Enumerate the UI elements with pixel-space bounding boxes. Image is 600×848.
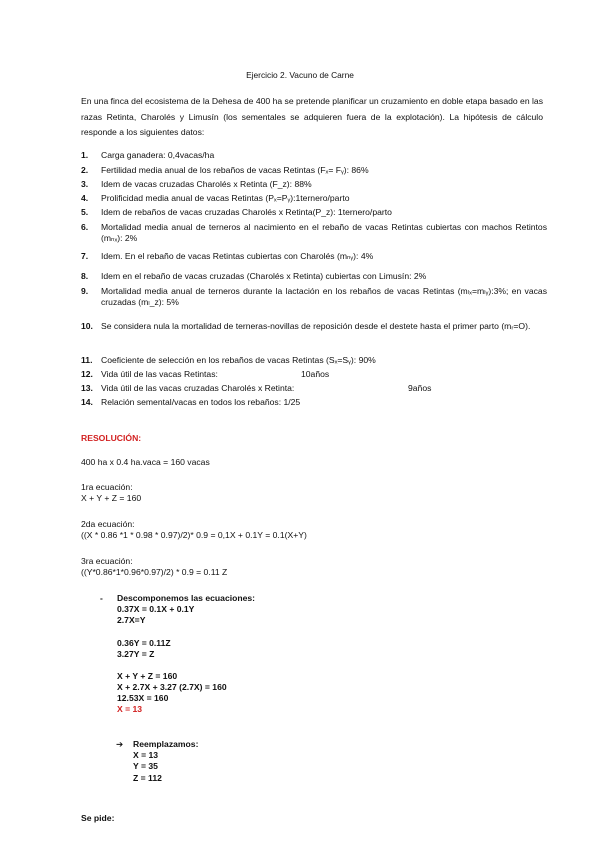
list-item bbox=[81, 207, 547, 222]
step-line: 12.53X = 160 bbox=[117, 693, 169, 704]
item-number: 9. bbox=[81, 286, 89, 296]
item-text: Idem en el rebaño de vacas cruzadas (Charolés x Retinta) cubiertas con Limusín: 2% bbox=[101, 271, 427, 281]
list-item bbox=[81, 165, 547, 179]
step-line: 0.36Y = 0.11Z bbox=[117, 637, 171, 648]
decomposition-label: Descomponemos las ecuaciones: bbox=[117, 593, 256, 603]
item-number: 2. bbox=[81, 165, 89, 175]
item-number: 1. bbox=[81, 150, 89, 160]
item-value: 10años bbox=[301, 369, 330, 379]
arrow-icon: ➔ bbox=[116, 739, 124, 749]
equation-2 bbox=[81, 519, 307, 541]
equation-text: ((X * 0.86 *1 * 0.98 * 0.97)/2)* 0.9 = 0,1X + 0.1Y = 0.1(X+Y) bbox=[81, 530, 307, 541]
item-number: 13. bbox=[81, 383, 93, 393]
equation-1 bbox=[81, 482, 141, 504]
list-item bbox=[81, 383, 547, 397]
intro-paragraph: En una finca del ecosistema de la Dehesa de 400 ha se pretende planificar un cruzamiento en doble etapa basado en las razas Retinta, Charolés y Limusín (los sementales se adquieren fuera de la explotación). La hipótesis de cálculo responde a los siguientes datos: bbox=[81, 96, 543, 137]
steps-group-b bbox=[117, 638, 255, 660]
list-item bbox=[81, 286, 547, 321]
list-item bbox=[81, 251, 547, 271]
final-value: Z = 112 bbox=[133, 772, 162, 783]
item-text: Coeficiente de selección en los rebaños de vacas Retintas (Sₓ=Sᵧ): 90% bbox=[101, 355, 376, 365]
item-text: Idem. En el rebaño de vacas Retintas cubiertas con Charolés (mₙᵧ): 4% bbox=[101, 251, 374, 261]
equation-label: 2da ecuación: bbox=[81, 519, 135, 529]
final-value: Y = 35 bbox=[133, 761, 158, 772]
item-text: Se considera nula la mortalidad de terneras-novillas de reposición desde el destete hasta el primer parto (mᵣ=O). bbox=[101, 321, 531, 331]
final-value: X = 13 bbox=[133, 750, 159, 761]
item-label: Vida útil de las vacas cruzadas Charolés x Retinta: bbox=[101, 383, 295, 393]
item-text: Fertilidad media anual de los rebaños de vacas Retintas (Fₓ= Fᵧ): 86% bbox=[101, 165, 369, 175]
item-text bbox=[101, 369, 547, 380]
item-text: Mortalidad media anual de terneros durante la lactación en los rebaños de vacas Retintas (mₗₓ=mₗᵧ):3%; en vacas cruzadas (mₗ_z): 5% bbox=[101, 286, 547, 308]
replacement-header bbox=[116, 739, 198, 750]
item-number: 12. bbox=[81, 369, 93, 379]
item-text: Carga ganadera: 0,4vacas/ha bbox=[101, 150, 215, 160]
item-text: Relación semental/vacas en todos los rebaños: 1/25 bbox=[101, 397, 301, 407]
list-item bbox=[81, 355, 547, 369]
item-number: 10. bbox=[81, 321, 93, 331]
step-line: 2.7X=Y bbox=[117, 615, 146, 626]
item-number: 14. bbox=[81, 397, 93, 407]
bullet: - bbox=[100, 593, 103, 603]
list-item bbox=[81, 397, 547, 411]
area-line: 400 ha x 0.4 ha.vaca = 160 vacas bbox=[81, 457, 210, 467]
step-line: 0.37X = 0.1X + 0.1Y bbox=[117, 604, 195, 615]
item-text: Idem de rebaños de vacas cruzadas Charolés x Retinta(P_z): 1ternero/parto bbox=[101, 207, 392, 217]
equation-label: 1ra ecuación: bbox=[81, 482, 133, 492]
item-number: 7. bbox=[81, 251, 89, 261]
list-item bbox=[81, 193, 547, 207]
item-number: 3. bbox=[81, 179, 89, 189]
item-text: Idem de vacas cruzadas Charolés x Retinta (F_z): 88% bbox=[101, 179, 312, 189]
item-value: 9años bbox=[408, 383, 432, 393]
equation-label: 3ra ecuación: bbox=[81, 556, 133, 566]
equation-text: ((Y*0.86*1*0.96*0.97)/2) * 0.9 = 0.11 Z bbox=[81, 567, 228, 578]
decomposition-section bbox=[100, 593, 255, 716]
step-line: 3.27Y = Z bbox=[117, 648, 155, 659]
replacement-section bbox=[116, 739, 198, 784]
item-text: Mortalidad media anual de terneros al nacimiento en el rebaño de vacas Retintas cubiertas con machos Retintos (mₙₓ): 2% bbox=[101, 222, 547, 244]
steps-group-c bbox=[117, 671, 255, 716]
final-values bbox=[133, 750, 198, 784]
steps-group-a bbox=[117, 604, 255, 626]
item-number: 5. bbox=[81, 207, 89, 217]
list-item bbox=[81, 271, 547, 286]
result-x: X = 13 bbox=[117, 704, 143, 715]
decomposition-header bbox=[100, 593, 255, 604]
list-item bbox=[81, 179, 547, 193]
replacement-label: Reemplazamos: bbox=[133, 739, 199, 749]
step-line: X + 2.7X + 3.27 (2.7X) = 160 bbox=[117, 682, 227, 693]
step-line: X + Y + Z = 160 bbox=[117, 670, 178, 681]
item-text: Prolificidad media anual de vacas Retintas (Pₓ=Pᵧ):1ternero/parto bbox=[101, 193, 350, 203]
list-item bbox=[81, 369, 547, 383]
equation-text: X + Y + Z = 160 bbox=[81, 493, 142, 504]
equation-3 bbox=[81, 556, 227, 578]
item-number: 11. bbox=[81, 355, 93, 365]
list-item bbox=[81, 150, 547, 165]
item-number: 4. bbox=[81, 193, 89, 203]
item-label: Vida útil de las vacas Retintas: bbox=[101, 369, 218, 379]
resolution-heading: RESOLUCIÓN: bbox=[81, 433, 142, 443]
item-number: 6. bbox=[81, 222, 89, 232]
list-item bbox=[81, 222, 547, 251]
data-list bbox=[81, 150, 547, 411]
se-pide-label: Se pide: bbox=[81, 813, 115, 823]
item-text bbox=[101, 383, 547, 394]
exercise-title: Ejercicio 2. Vacuno de Carne bbox=[246, 70, 354, 80]
item-number: 8. bbox=[81, 271, 89, 281]
list-item bbox=[81, 321, 547, 355]
